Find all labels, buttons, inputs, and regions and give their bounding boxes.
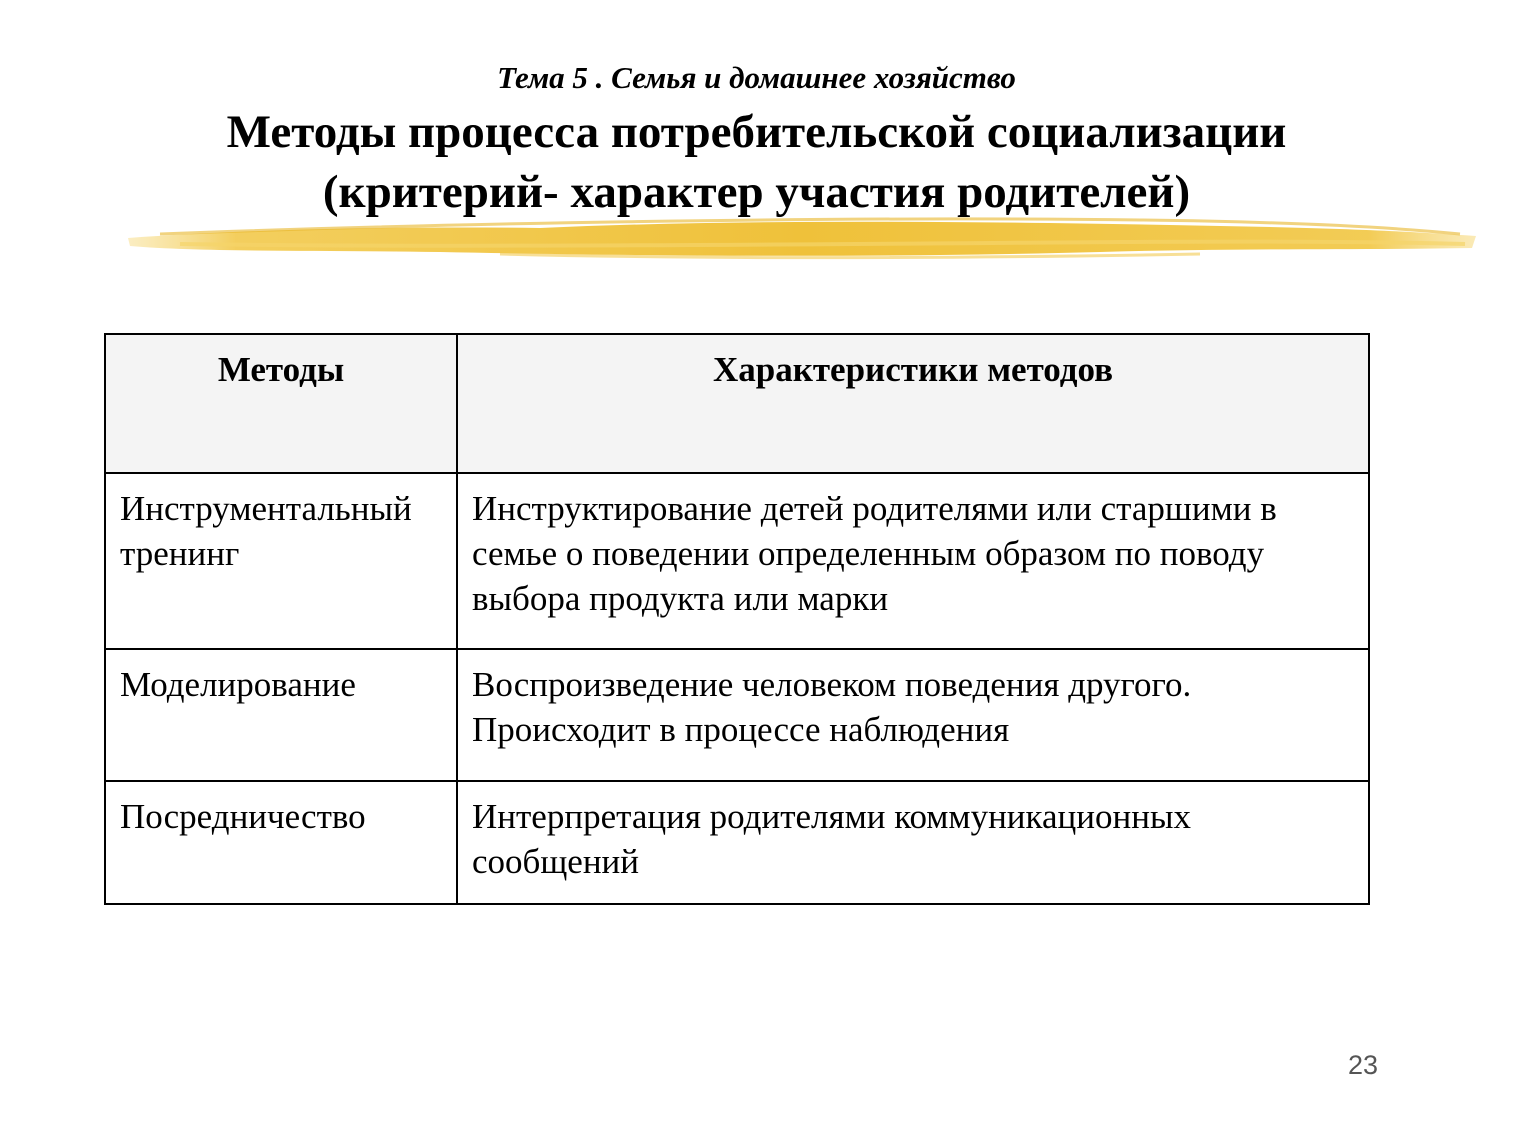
- table-row: [105, 473, 1369, 649]
- header-methods: Методы: [105, 334, 457, 473]
- slide-title-line-1: Методы процесса потребительской социализации: [226, 106, 1287, 158]
- slide-title: [0, 102, 1513, 222]
- header-characteristics: Характеристики методов: [457, 334, 1369, 473]
- description-cell: Воспроизведение человеком поведения другого. Происходит в процессе наблюдения: [457, 649, 1369, 781]
- description-cell: Интерпретация родителями коммуникационных сообщений: [457, 781, 1369, 904]
- method-cell: Посредничество: [105, 781, 457, 904]
- methods-table: [104, 333, 1370, 905]
- method-cell: Инструментальный тренинг: [105, 473, 457, 649]
- method-cell: Моделирование: [105, 649, 457, 781]
- brush-stroke-underline: [120, 208, 1480, 268]
- table-row: [105, 781, 1369, 904]
- table-row: [105, 649, 1369, 781]
- page-number: 23: [1347, 1050, 1378, 1080]
- slide-subtitle: Тема 5 . Семья и домашнее хозяйство: [497, 60, 1016, 95]
- description-cell: Инструктирование детей родителями или старшими в семье о поведении определенным образом по поводу выбора продукта или марки: [457, 473, 1369, 649]
- table-header-row: [105, 334, 1369, 473]
- slide-title-line-2: (критерий- характер участия родителей): [322, 166, 1191, 218]
